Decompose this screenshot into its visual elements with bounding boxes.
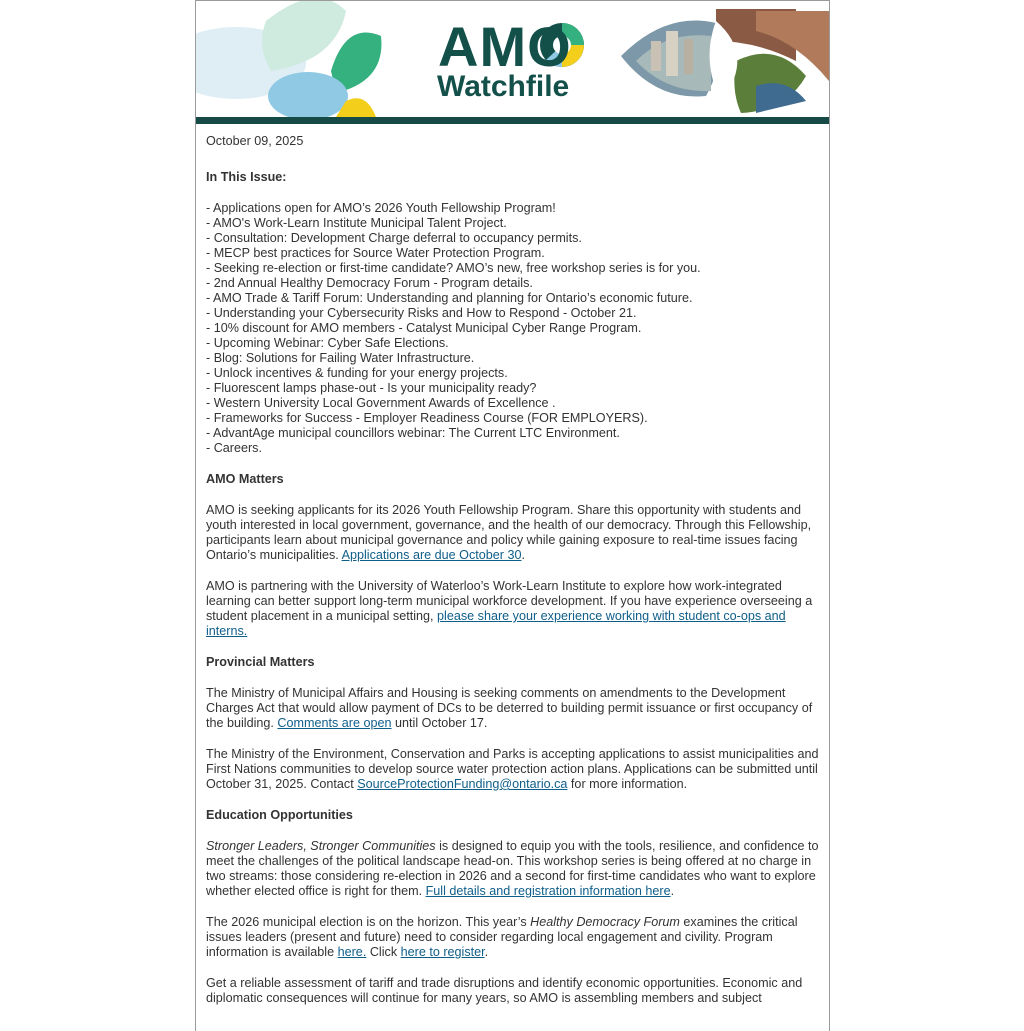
issue-item: - AMO Trade & Tariff Forum: Understanding and planning for Ontario’s economic future. — [206, 291, 693, 305]
in-this-issue-heading: In This Issue: — [206, 170, 287, 184]
paragraph-text: The Ministry of the Environment, Conservation and Parks is accepting applications to assist municipalities and First Nations communities to develop source water protection action plans. Applications can be submitted until October 31, 2025. Contact — [206, 747, 819, 791]
in-this-issue-list — [206, 201, 819, 456]
issue-item: - Understanding your Cybersecurity Risks and How to Respond - October 21. — [206, 306, 637, 320]
issue-item: - AMO's Work-Learn Institute Municipal Talent Project. — [206, 216, 507, 230]
issue-item: - Western University Local Government Awards of Excellence . — [206, 396, 556, 410]
comments-open-link[interactable]: Comments are open — [277, 716, 392, 730]
amo-matters-paragraph-1 — [206, 503, 819, 563]
paragraph-text: Get a reliable assessment of tariff and trade disruptions and identify economic opportunities. Economic and diplomatic consequences will continue for many years, so AMO is assembling members and subject — [206, 976, 803, 1005]
paragraph-text: The 2026 municipal election is on the horizon. This year’s — [206, 915, 531, 929]
paragraph-text: until October 17. — [391, 716, 488, 730]
paragraph-text: The Ministry of Municipal Affairs and Housing is seeking comments on amendments to the Development Charges Act that would allow payment of DCs to be deterred to building permit issuance or first occupancy of the building. — [206, 686, 813, 730]
amo-matters-heading: AMO Matters — [206, 472, 284, 486]
applications-due-link[interactable]: Applications are due October 30 — [341, 548, 522, 562]
emphasis-text: Healthy Democracy Forum — [530, 915, 680, 929]
source-protection-email-link[interactable]: SourceProtectionFunding@ontario.ca — [357, 777, 568, 791]
paragraph-text: . — [521, 548, 525, 562]
emphasis-text: Stronger Leaders, Stronger Communities — [206, 839, 436, 853]
issue-item: - AdvantAge municipal councillors webinar: The Current LTC Environment. — [206, 426, 620, 440]
header-divider-bar — [196, 117, 829, 124]
issue-item: - Seeking re-election or first-time candidate? AMO’s new, free workshop series is for you. — [206, 261, 701, 275]
paragraph-text: Click — [366, 945, 401, 959]
issue-item: - Unlock incentives & funding for your energy projects. — [206, 366, 508, 380]
issue-item: - 10% discount for AMO members - Catalyst Municipal Cyber Range Program. — [206, 321, 642, 335]
education-paragraph-3 — [206, 976, 819, 1006]
issue-date: October 09, 2025 — [206, 134, 304, 148]
issue-item: - Frameworks for Success - Employer Readiness Course (FOR EMPLOYERS). — [206, 411, 648, 425]
share-experience-link[interactable]: please share your experience working with student co-ops and interns. — [206, 609, 786, 638]
provincial-matters-paragraph-2 — [206, 747, 819, 792]
issue-item: - Careers. — [206, 441, 262, 455]
newsletter-frame — [195, 0, 830, 1031]
newsletter-body — [196, 124, 829, 1006]
provincial-matters-paragraph-1 — [206, 686, 819, 731]
paragraph-text: examines the critical issues leaders (present and future) need to consider regarding local engagement and civility. Program information is available — [206, 915, 798, 959]
city-photo-collage — [621, 9, 829, 113]
program-info-link[interactable]: here. — [337, 945, 367, 959]
issue-item: - Consultation: Development Charge deferral to occupancy permits. — [206, 231, 582, 245]
paragraph-text: is designed to equip you with the tools, resilience, and confidence to meet the challenges of the political landscape head-on. This workshop series is being offered at no charge in two streams: those considering re-election in 2026 and a second for first-time candidates who want to explore whether elected office is right for them. — [206, 839, 819, 898]
logo-amo-text: AMO — [438, 15, 572, 78]
registration-info-link[interactable]: Full details and registration information here — [425, 884, 671, 898]
issue-item: - Fluorescent lamps phase-out - Is your municipality ready? — [206, 381, 537, 395]
education-paragraph-2 — [206, 915, 819, 960]
issue-item: - Applications open for AMO’s 2026 Youth Fellowship Program! — [206, 201, 556, 215]
amo-matters-paragraph-2 — [206, 579, 819, 639]
issue-item: - Blog: Solutions for Failing Water Infrastructure. — [206, 351, 475, 365]
issue-item: - MECP best practices for Source Water Protection Program. — [206, 246, 545, 260]
education-heading: Education Opportunities — [206, 808, 353, 822]
provincial-matters-heading: Provincial Matters — [206, 655, 315, 669]
issue-item: - Upcoming Webinar: Cyber Safe Elections. — [206, 336, 449, 350]
paragraph-text: AMO is partnering with the University of Waterloo’s Work-Learn Institute to explore how work-integrated learning can better support long-term municipal workforce development. If you have experience overseeing a student placement in a municipal setting, — [206, 579, 813, 623]
paragraph-text: . — [484, 945, 489, 959]
header-banner — [196, 1, 829, 117]
paragraph-text: . — [670, 884, 675, 898]
logo-watchfile-text: Watchfile — [437, 70, 570, 103]
register-link[interactable]: here to register — [400, 945, 485, 959]
issue-item: - 2nd Annual Healthy Democracy Forum - Program details. — [206, 276, 533, 290]
education-paragraph-1 — [206, 839, 819, 899]
paragraph-text: AMO is seeking applicants for its 2026 Youth Fellowship Program. Share this opportunity with students and youth interested in local government, governance, and the health of our democracy. Through this Fellowship, participants learn about municipal governance and policy while gaining exposure to real-time issues facing Ontario’s municipalities. — [206, 503, 812, 562]
left-petal-mint — [262, 1, 346, 71]
paragraph-text: for more information. — [567, 777, 688, 791]
